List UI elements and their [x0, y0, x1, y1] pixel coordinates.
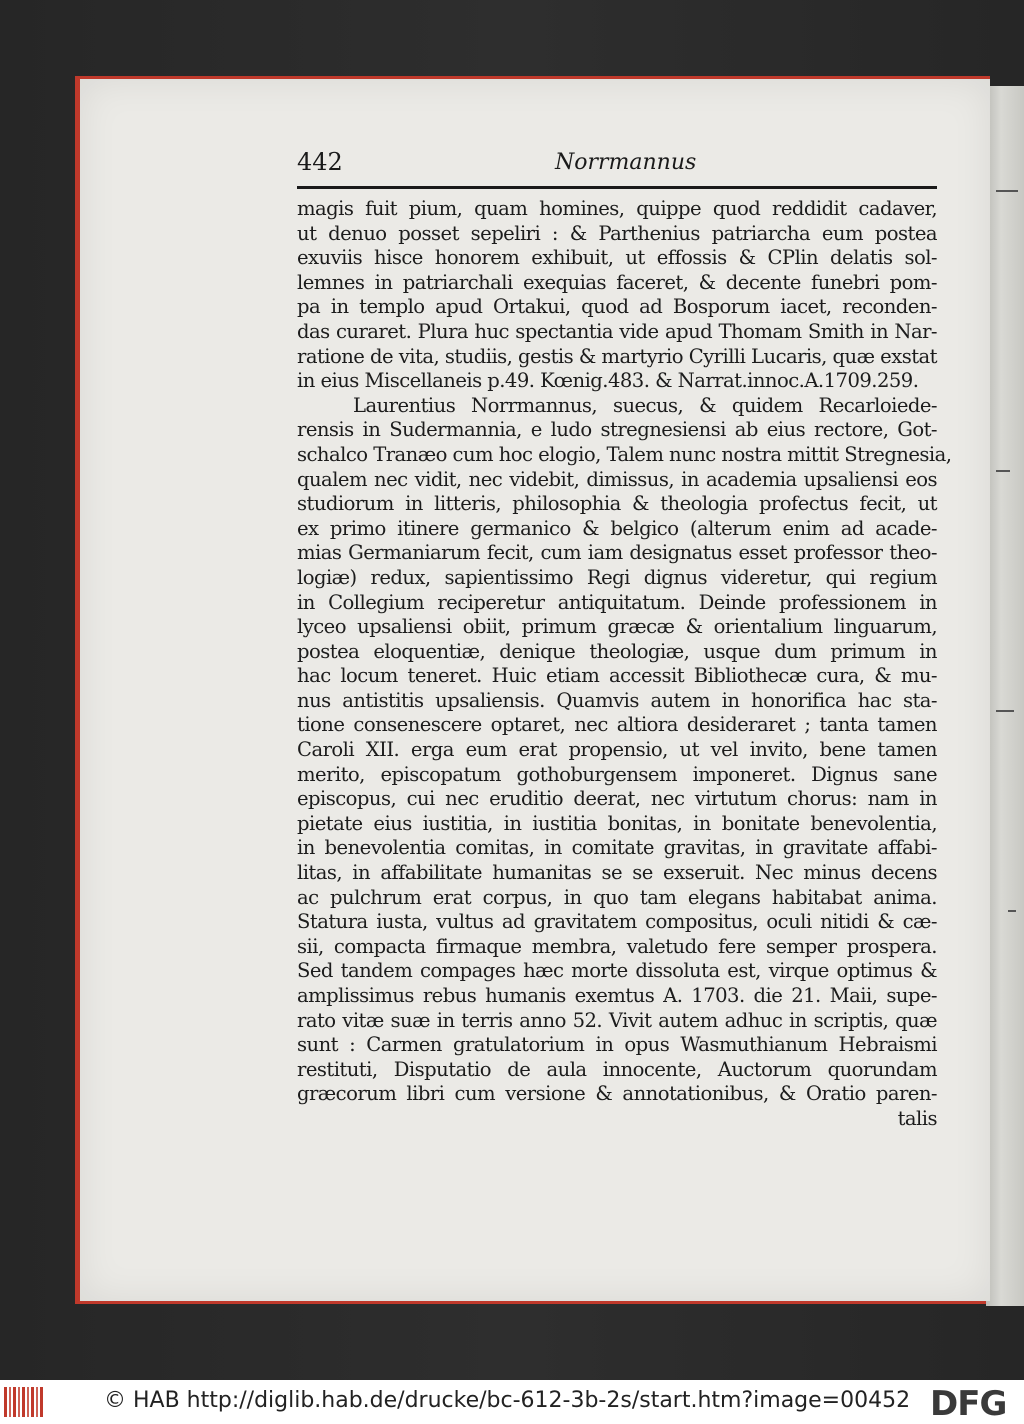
text-line: studiorum in litteris, philosophia & theologia profectus fecit, ut — [297, 492, 937, 516]
text-line: schalco Tranæo cum hoc elogio, Talem nunc nostra mittit Stregnesia, — [297, 442, 952, 466]
text-line: in Collegium reciperetur antiquitatum. Deinde professionem in — [297, 590, 937, 614]
text-line: mias Germaniarum fecit, cum iam designatus esset professor theo- — [297, 541, 937, 565]
viewer-footer — [0, 1380, 1024, 1424]
text-line: amplissimus rebus humanis exemtus A. 1703. die 21. Maii, supe- — [297, 984, 937, 1007]
text-line: Caroli XII. erga eum erat propensio, ut vel invito, bene tamen — [297, 738, 937, 762]
text-line: sunt : Carmen gratulatorium in opus Wasmuthianum Hebraismi — [297, 1033, 937, 1057]
text-line: pa in templo apud Ortakui, quod ad Bosporum iacet, reconden- — [297, 295, 937, 319]
text-line: ex primo itinere germanico & belgico (alterum enim ad acade- — [297, 516, 937, 540]
text-line: magis fuit pium, quam homines, quippe quod reddidit cadaver, — [297, 197, 937, 220]
text-line: merito, episcopatum gothoburgensem imponeret. Dignus sane — [297, 762, 937, 786]
page-number: 442 — [297, 148, 343, 176]
catchword: talis — [897, 1106, 937, 1130]
text-line: litas, in affabilitate humanitas se se exseruit. Nec minus decens — [297, 861, 937, 885]
source-url-link[interactable]: © HAB http://diglib.hab.de/drucke/bc-612-3b-2s/start.htm?image=00452 — [104, 1388, 911, 1413]
text-line: restituti, Disputatio de aula innocente, Auctorum quorundam — [297, 1057, 937, 1081]
text-line: lyceo upsaliensi obiit, primum græcæ & orientalium linguarum, — [297, 615, 937, 639]
dfg-logo: DFG — [930, 1384, 1007, 1424]
text-line: ut denuo posset sepeliri : & Parthenius patriarcha eum postea — [297, 221, 937, 245]
text-line: in eius Miscellaneis p.49. Kœnig.483. & Narrat.innoc.A.1709.259. — [297, 369, 919, 393]
text-line: lemnes in patriarchali exequias faceret, & decente funebri pom- — [297, 270, 937, 294]
next-page-marks — [990, 150, 1024, 1050]
text-line: tione consenescere optaret, nec altiora desideraret ; tanta tamen — [297, 713, 937, 737]
text-line: Sed tandem compages hæc morte dissoluta est, virque optimus & — [297, 959, 937, 983]
text-line: nus antistitis upsaliensis. Quamvis autem in honorifica hac sta- — [297, 688, 937, 712]
running-head: Norrmannus — [555, 150, 697, 175]
text-line: pietate eius iustitia, in iustitia bonitas, in bonitate benevolentia, — [297, 811, 937, 835]
text-line: ac pulchrum erat corpus, in quo tam elegans habitabat anima. — [297, 885, 937, 909]
text-line: Laurentius Norrmannus, suecus, & quidem Recarloiede- — [353, 393, 937, 417]
text-line: hac locum teneret. Huic etiam accessit Bibliothecæ cura, & mu- — [297, 664, 937, 688]
text-line: rensis in Sudermannia, e ludo stregnesiensi ab eius rectore, Got- — [297, 418, 937, 442]
text-line: in benevolentia comitas, in comitate gravitas, in gravitate affabi- — [297, 836, 937, 860]
text-line: episcopus, cui nec eruditio deerat, nec virtutum chorus: nam in — [297, 787, 937, 811]
barcode-icon — [4, 1387, 48, 1417]
text-line: exuviis hisce honorem exhibuit, ut effossis & CPlin delatis sol- — [297, 246, 937, 270]
text-line: das curaret. Plura huc spectantia vide apud Thomam Smith in Nar- — [297, 319, 937, 343]
text-line: græcorum libri cum versione & annotationibus, & Oratio paren- — [297, 1082, 937, 1106]
text-line: postea eloquentiæ, denique theologiæ, usque dum primum in — [297, 639, 937, 663]
text-line: logiæ) redux, sapientissimo Regi dignus videretur, qui regium — [297, 565, 937, 589]
text-line: Statura iusta, vultus ad gravitatem compositus, oculi nitidi & cæ- — [297, 910, 937, 934]
body-text — [297, 197, 952, 1132]
text-line: qualem nec vidit, nec videbit, dimissus, in academia upsaliensi eos — [297, 467, 937, 491]
text-line: sii, compacta firmaque membra, valetudo fere semper prospera. — [297, 934, 937, 958]
text-line: rato vitæ suæ in terris anno 52. Vivit autem adhuc in scriptis, quæ — [297, 1008, 937, 1032]
page-header — [297, 148, 937, 188]
text-line: ratione de vita, studiis, gestis & martyrio Cyrilli Lucaris, quæ exstat — [297, 344, 937, 368]
header-rule — [297, 186, 937, 189]
